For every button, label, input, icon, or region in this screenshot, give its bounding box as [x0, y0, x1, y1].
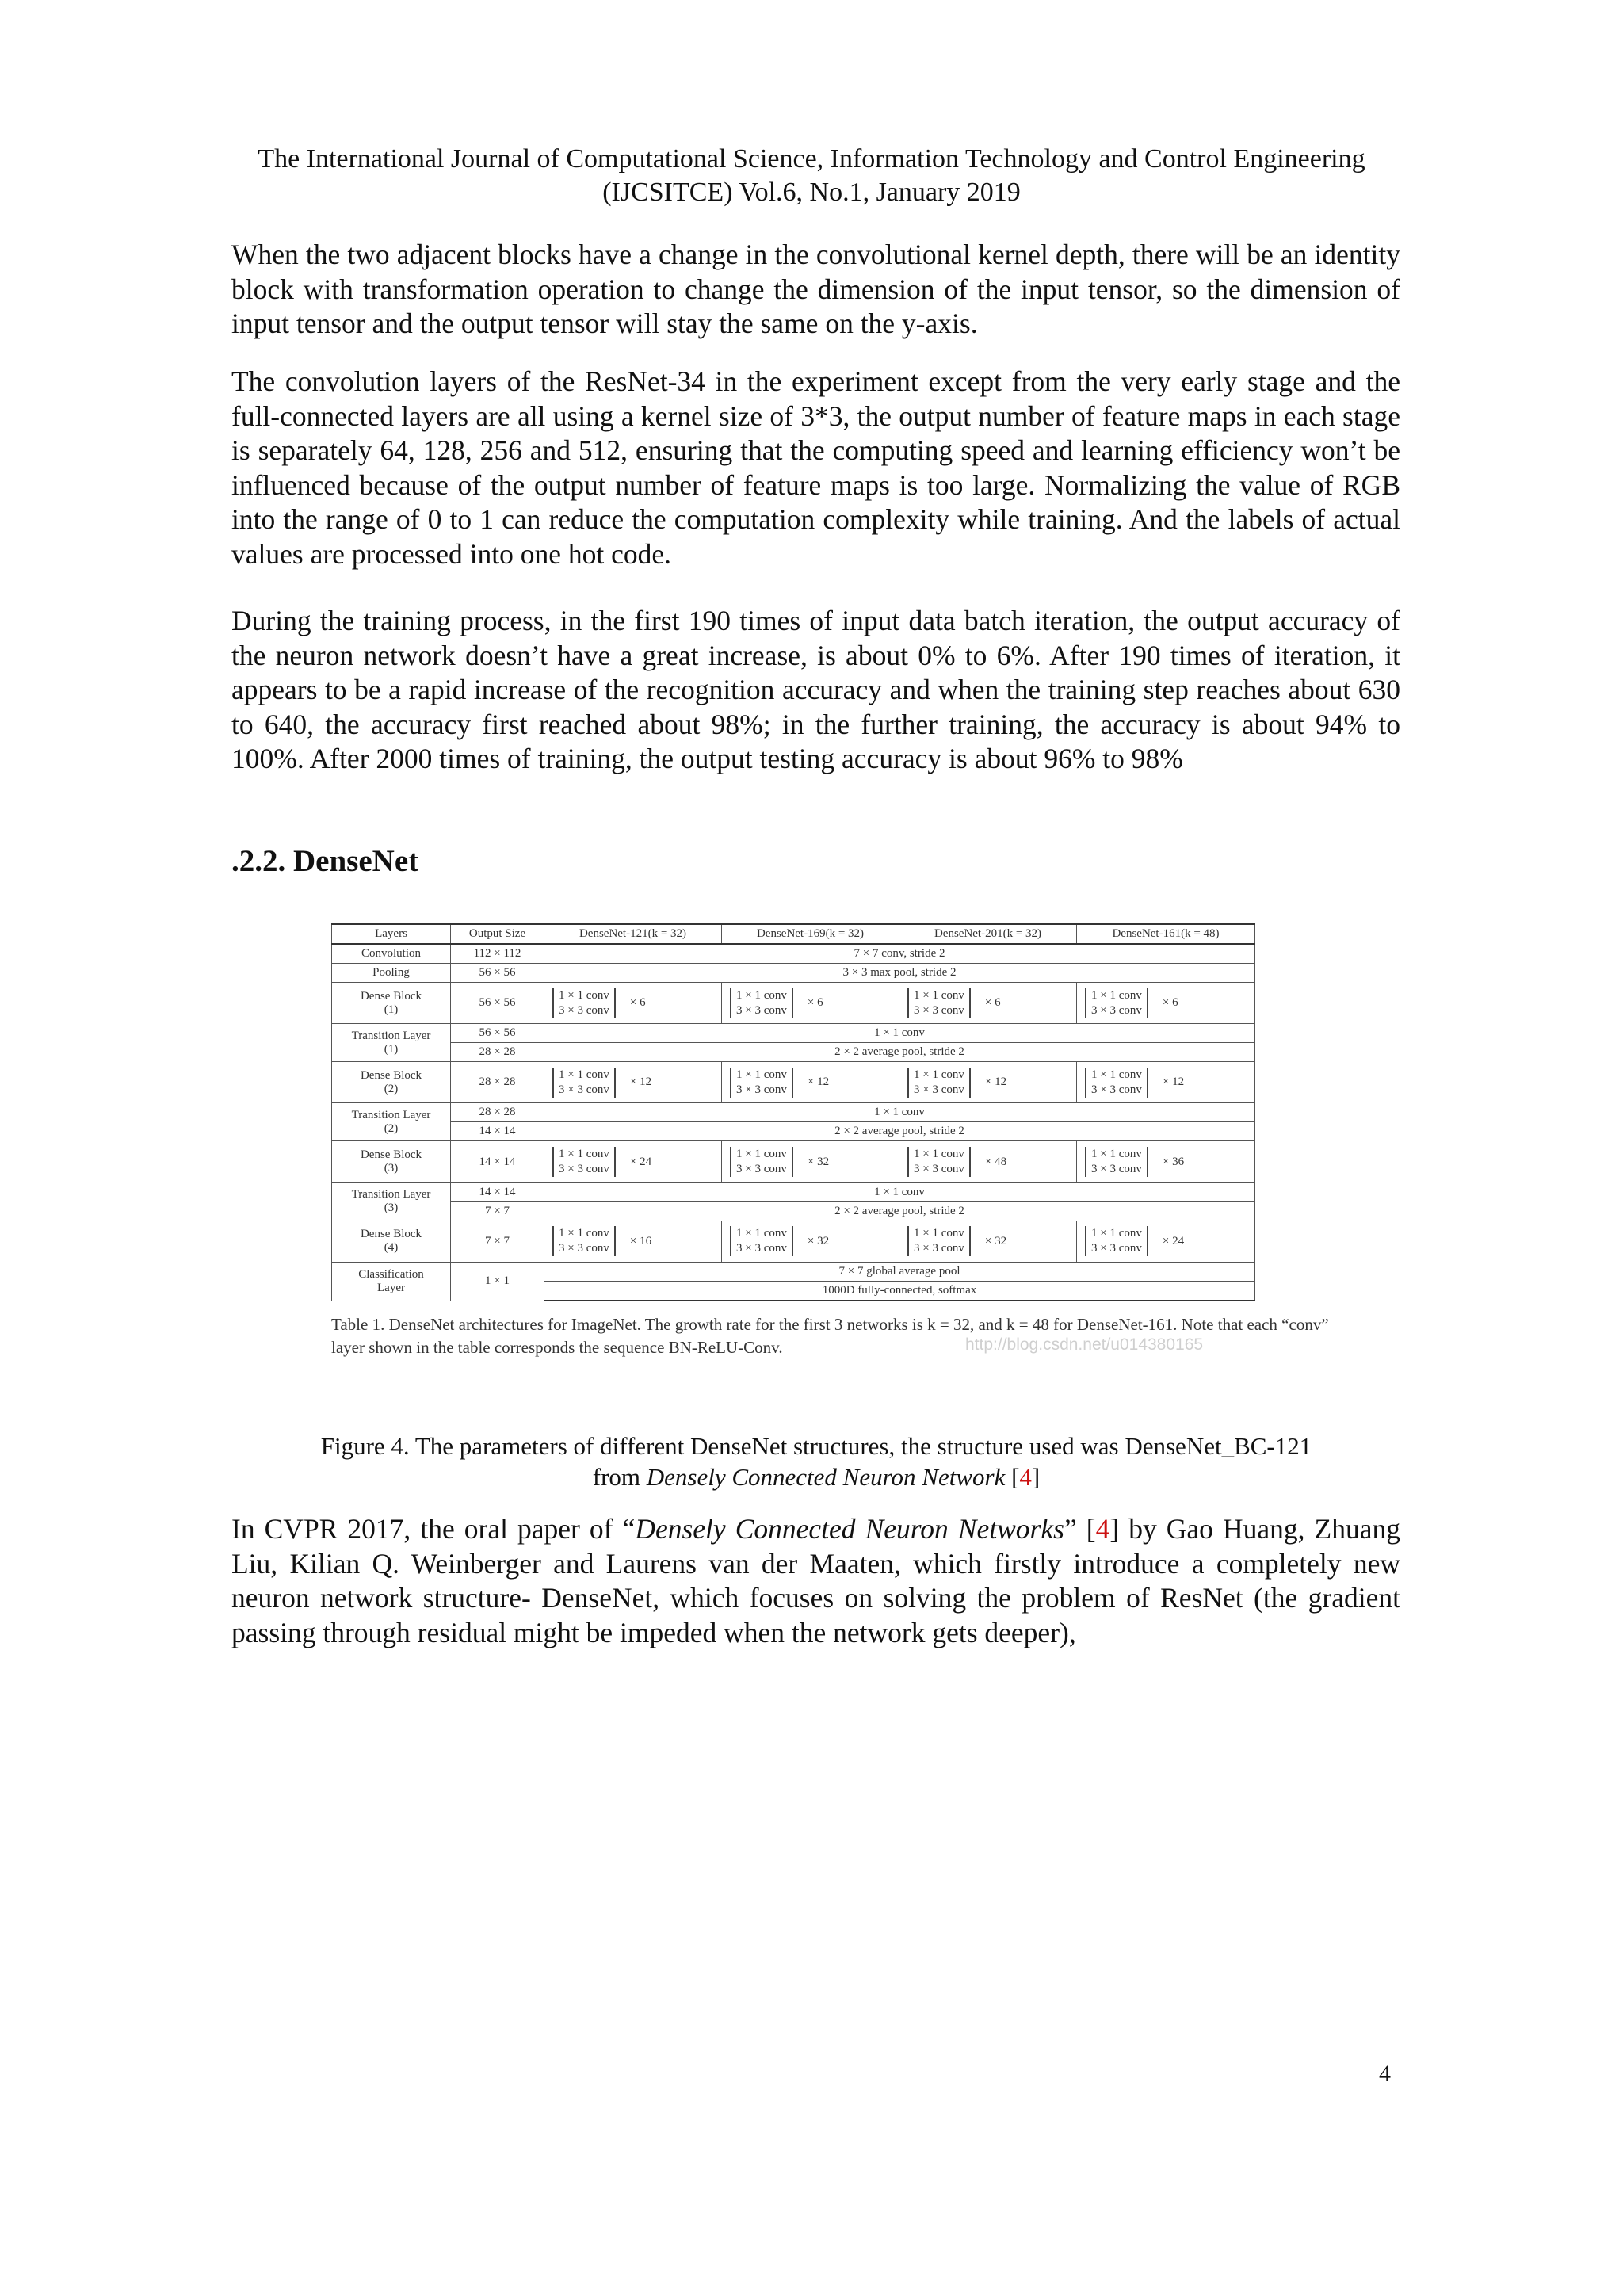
- table-row: Dense Block (1) 56 × 56 1 × 1 conv 3 × 3 conv × 6 1 × 1 conv 3 × 3 conv × 6 1 × 1 conv 3 × 3 conv × 6 1 × 1 conv 3 × 3 conv × 6: [332, 983, 1255, 1024]
- page-number: 4: [1379, 2061, 1391, 2087]
- col-header: Output Size: [451, 924, 544, 944]
- table-row: Transition Layer (2) 28 × 28 1 × 1 conv: [332, 1103, 1255, 1122]
- paragraph-3: During the training process, in the first 190 times of input data batch iteration, the output accuracy of the neuron network doesn’t have a great increase, is about 0% to 6%. After 190 times of iteration, it appears to be a rapid increase of the recognition accuracy and when the training step reaches about 630 to 640, the accuracy first reached about 98%; in the further training, the accuracy is about 94% to 100%. After 2000 times of training, the output testing accuracy is about 96% to 98%: [231, 605, 1400, 774]
- table-row: 7 × 7 2 × 2 average pool, stride 2: [332, 1201, 1255, 1221]
- table-row: Dense Block (4) 7 × 7 1 × 1 conv 3 × 3 conv × 16 1 × 1 conv 3 × 3 conv × 32 1 × 1 conv 3 × 3 conv × 32 1 × 1 conv 3 × 3 conv × 24: [332, 1221, 1255, 1262]
- table-row: Transition Layer (1) 56 × 56 1 × 1 conv: [332, 1024, 1255, 1043]
- journal-title: The International Journal of Computational Science, Information Technology and Control Engineering: [258, 144, 1365, 174]
- col-header: DenseNet-169(k = 32): [722, 924, 899, 944]
- table-row: Pooling 56 × 56 3 × 3 max pool, stride 2: [332, 964, 1255, 983]
- table-row: Convolution 112 × 112 7 × 7 conv, stride 2: [332, 944, 1255, 964]
- cited-paper-title: Densely Connected Neuron Networks: [635, 1513, 1064, 1545]
- table-row: Dense Block (3) 14 × 14 1 × 1 conv 3 × 3 conv × 24 1 × 1 conv 3 × 3 conv × 32 1 × 1 conv 3 × 3 conv × 48 1 × 1 conv 3 × 3 conv × 36: [332, 1141, 1255, 1182]
- paragraph-4: In CVPR 2017, the oral paper of “Densely Connected Neuron Networks” [4] by Gao Huang, Zhuang Liu, Kilian Q. Weinberger and Laurens van der Maaten, which firstly introduce a completely new neuron network structure- DenseNet, which focuses on solving the problem of ResNet (the gradient passing through residual might be impeded when the network gets deeper),: [231, 1513, 1400, 1648]
- journal-header: [158, 143, 1465, 209]
- table-header-row: [332, 924, 1255, 944]
- citation-link[interactable]: 4: [1019, 1463, 1032, 1491]
- section-heading: .2.2. DenseNet: [231, 844, 419, 878]
- figure-caption: Figure 4. The parameters of different DenseNet structures, the structure used was DenseNet_BC-121 from Densely Connected Neuron Network [4]: [320, 1432, 1312, 1491]
- table-row: Dense Block (2) 28 × 28 1 × 1 conv 3 × 3 conv × 12 1 × 1 conv 3 × 3 conv × 12 1 × 1 conv 3 × 3 conv × 12 1 × 1 conv 3 × 3 conv × 12: [332, 1062, 1255, 1103]
- paragraph-1: When the two adjacent blocks have a change in the convolutional kernel depth, there will be an identity block with transformation operation to change the dimension of the input tensor, so the dimension of input tensor and the output tensor will stay the same on the y-axis.: [231, 239, 1400, 339]
- watermark-text: http://blog.csdn.net/u014380165: [965, 1335, 1204, 1354]
- table-row: 14 × 14 2 × 2 average pool, stride 2: [332, 1122, 1255, 1141]
- source-title: Densely Connected Neuron Network: [646, 1463, 1006, 1491]
- table-row: 1000D fully-connected, softmax: [332, 1281, 1255, 1301]
- col-header: DenseNet-161(k = 48): [1077, 924, 1255, 944]
- journal-volume: (IJCSITCE) Vol.6, No.1, January 2019: [602, 178, 1021, 207]
- col-header: DenseNet-201(k = 32): [899, 924, 1077, 944]
- table-caption: Table 1. DenseNet architectures for ImageNet. The growth rate for the first 3 networks is k = 32, and k = 48 for DenseNet-161. Note that each “conv” layer shown in the table corresponds the sequence BN-ReLU-Conv.: [331, 1315, 1329, 1357]
- table-row: Classification Layer 1 × 1 7 × 7 global average pool: [332, 1262, 1255, 1281]
- table-row: 28 × 28 2 × 2 average pool, stride 2: [332, 1043, 1255, 1062]
- citation-link[interactable]: 4: [1095, 1513, 1110, 1545]
- densenet-table: [331, 923, 1255, 1301]
- figure-4: [331, 923, 1338, 1391]
- table-row: Transition Layer (3) 14 × 14 1 × 1 conv: [332, 1182, 1255, 1201]
- col-header: DenseNet-121(k = 32): [544, 924, 722, 944]
- paragraph-2: The convolution layers of the ResNet-34 in the experiment except from the very early stage and the full-connected layers are all using a kernel size of 3*3, the output number of feature maps in each stage is separately 64, 128, 256 and 512, ensuring that the computing speed and learning efficiency won’t be influenced because of the output number of feature maps is too large. Normalizing the value of RGB into the range of 0 to 1 can reduce the computation complexity while training. And the labels of actual values are processed into one hot code.: [231, 365, 1400, 570]
- col-header: Layers: [332, 924, 451, 944]
